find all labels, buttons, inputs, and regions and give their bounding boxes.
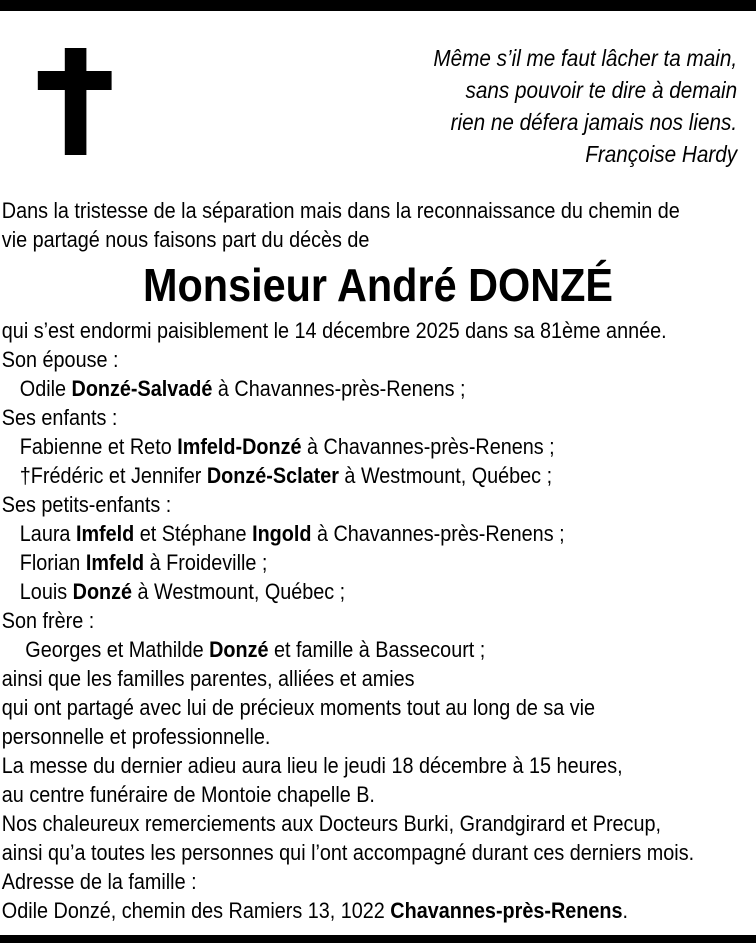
text-line: Nos chaleureux remerciements aux Docteurs Burki, Grandgirard et Precup, — [1, 811, 661, 836]
text-line: ainsi qu’a toutes les personnes qui l’ont accompagné durant ces derniers mois. — [1, 840, 695, 865]
text-line: Laura Imfeld et Stéphane Ingold à Chavannes-près-Renens ; — [19, 521, 565, 546]
text-line: Dans la tristesse de la séparation mais dans la reconnaissance du chemin de — [1, 198, 680, 223]
text-line: qui ont partagé avec lui de précieux moments tout au long de sa vie — [1, 695, 596, 720]
text-line: au centre funéraire de Montoie chapelle B. — [1, 782, 375, 807]
text-line: Adresse de la famille : — [1, 869, 197, 894]
text-line: Odile Donzé-Salvadé à Chavannes-près-Renens ; — [19, 376, 466, 401]
text-line: Même s’il me faut lâcher ta main, — [433, 45, 738, 71]
header — [0, 0, 756, 196]
text-line: Florian Imfeld à Froideville ; — [19, 550, 268, 575]
text-line: rien ne défera jamais nos liens. — [450, 109, 738, 135]
text-line: qui s’est endormi paisiblement le 14 décembre 2025 dans sa 81ème année. — [1, 318, 667, 343]
text-line: †Frédéric et Jennifer Donzé-Sclater à Westmount, Québec ; — [19, 463, 553, 488]
text-line: personnelle et professionnelle. — [1, 724, 271, 749]
quote-attribution: Françoise Hardy — [585, 141, 738, 167]
text-line: La messe du dernier adieu aura lieu le jeudi 18 décembre à 15 heures, — [1, 753, 623, 778]
quote-block — [433, 42, 737, 170]
quote-text — [433, 42, 737, 138]
text-line: vie partagé nous faisons part du décès de — [1, 227, 370, 252]
cross-horizontal-bar — [38, 71, 112, 90]
cross-vertical-bar — [65, 48, 87, 155]
text-line: Ses petits-enfants : — [1, 492, 172, 517]
text-line: Georges et Mathilde Donzé et famille à Bassecourt ; — [19, 637, 486, 662]
text-line: Son épouse : — [1, 347, 119, 372]
announcement-intro — [0, 196, 756, 254]
deceased-name-title: Monsieur André DONZÉ — [143, 259, 613, 311]
text-line: Son frère : — [1, 608, 95, 633]
bottom-border-bar — [0, 935, 756, 943]
text-line: Ses enfants : — [1, 405, 118, 430]
text-line: Louis Donzé à Westmount, Québec ; — [19, 579, 346, 604]
announcement-body — [0, 316, 756, 925]
text-line: ainsi que les familles parentes, alliées et amies — [1, 666, 415, 691]
text-line: sans pouvoir te dire à demain — [465, 77, 738, 103]
text-line: Fabienne et Reto Imfeld-Donzé à Chavannes-près-Renens ; — [19, 434, 555, 459]
text-line: Odile Donzé, chemin des Ramiers 13, 1022 Chavannes-près-Renens. — [1, 898, 629, 923]
latin-cross-icon — [38, 48, 112, 155]
